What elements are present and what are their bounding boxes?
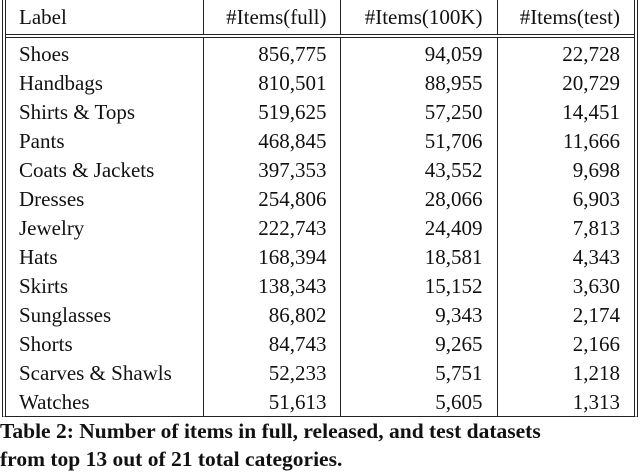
cell-items-100k: 57,250 xyxy=(341,98,497,127)
cell-items-full: 254,806 xyxy=(204,185,341,214)
cell-items-test: 4,343 xyxy=(497,243,634,272)
cell-label: Dresses xyxy=(19,187,85,211)
cell-label: Hats xyxy=(19,245,58,269)
header-items-100k: #Items(100K) xyxy=(341,0,497,36)
table-row xyxy=(6,330,634,359)
cell-items-test: 22,728 xyxy=(497,36,634,69)
cell-items-full: 810,501 xyxy=(204,69,341,98)
cell-items-100k: 51,706 xyxy=(341,127,497,156)
cell-items-full: 519,625 xyxy=(204,98,341,127)
cell-items-100k: 88,955 xyxy=(341,69,497,98)
cell-label: Shirts & Tops xyxy=(19,100,136,124)
header-label: Label xyxy=(6,0,204,36)
table-row xyxy=(6,127,634,156)
items-table xyxy=(2,0,638,417)
table-row xyxy=(6,98,634,127)
cell-items-100k: 28,066 xyxy=(341,185,497,214)
cell-items-full: 397,353 xyxy=(204,156,341,185)
cell-label: Sunglasses xyxy=(19,303,112,327)
table-row xyxy=(6,243,634,272)
cell-items-test: 20,729 xyxy=(497,69,634,98)
cell-items-test: 2,174 xyxy=(497,301,634,330)
table-row xyxy=(6,69,634,98)
cell-items-test: 1,218 xyxy=(497,359,634,388)
table-row xyxy=(6,185,634,214)
caption-line-1: Table 2: Number of items in full, released, and test datasets xyxy=(0,419,541,443)
cell-items-full: 168,394 xyxy=(204,243,341,272)
cell-items-test: 14,451 xyxy=(497,98,634,127)
cell-items-100k: 15,152 xyxy=(341,272,497,301)
cell-items-test: 2,166 xyxy=(497,330,634,359)
table-row xyxy=(6,388,634,417)
cell-label: Shoes xyxy=(19,42,70,66)
cell-items-test: 1,313 xyxy=(497,388,634,417)
table-row xyxy=(6,301,634,330)
cell-items-test: 9,698 xyxy=(497,156,634,185)
cell-items-100k: 9,265 xyxy=(341,330,497,359)
cell-items-test: 6,903 xyxy=(497,185,634,214)
header-items-test: #Items(test) xyxy=(497,0,634,36)
cell-items-100k: 43,552 xyxy=(341,156,497,185)
table-header-row xyxy=(6,0,634,36)
cell-items-test: 11,666 xyxy=(497,127,634,156)
cell-label: Watches xyxy=(19,390,90,414)
table-caption xyxy=(0,417,640,473)
cell-items-test: 3,630 xyxy=(497,272,634,301)
cell-items-100k: 5,751 xyxy=(341,359,497,388)
cell-items-full: 84,743 xyxy=(204,330,341,359)
table-row xyxy=(6,36,634,69)
cell-items-full: 86,802 xyxy=(204,301,341,330)
cell-label: Handbags xyxy=(19,71,103,95)
cell-label: Jewelry xyxy=(19,216,85,240)
table-row xyxy=(6,359,634,388)
cell-items-full: 51,613 xyxy=(204,388,341,417)
cell-label: Scarves & Shawls xyxy=(19,361,172,385)
header-items-full: #Items(full) xyxy=(204,0,341,36)
cell-label: Shorts xyxy=(19,332,73,356)
cell-label: Pants xyxy=(19,129,65,153)
cell-items-100k: 18,581 xyxy=(341,243,497,272)
table-row xyxy=(6,156,634,185)
caption-line-2: from top 13 out of 21 total categories. xyxy=(0,447,343,471)
cell-items-full: 138,343 xyxy=(204,272,341,301)
cell-items-100k: 94,059 xyxy=(341,36,497,69)
cell-items-full: 856,775 xyxy=(204,36,341,69)
cell-label: Coats & Jackets xyxy=(19,158,155,182)
cell-items-full: 468,845 xyxy=(204,127,341,156)
cell-items-full: 52,233 xyxy=(204,359,341,388)
cell-items-full: 222,743 xyxy=(204,214,341,243)
cell-items-100k: 24,409 xyxy=(341,214,497,243)
cell-items-100k: 5,605 xyxy=(341,388,497,417)
cell-items-test: 7,813 xyxy=(497,214,634,243)
cell-label: Skirts xyxy=(19,274,69,298)
cell-items-100k: 9,343 xyxy=(341,301,497,330)
table-row xyxy=(6,272,634,301)
table-row xyxy=(6,214,634,243)
